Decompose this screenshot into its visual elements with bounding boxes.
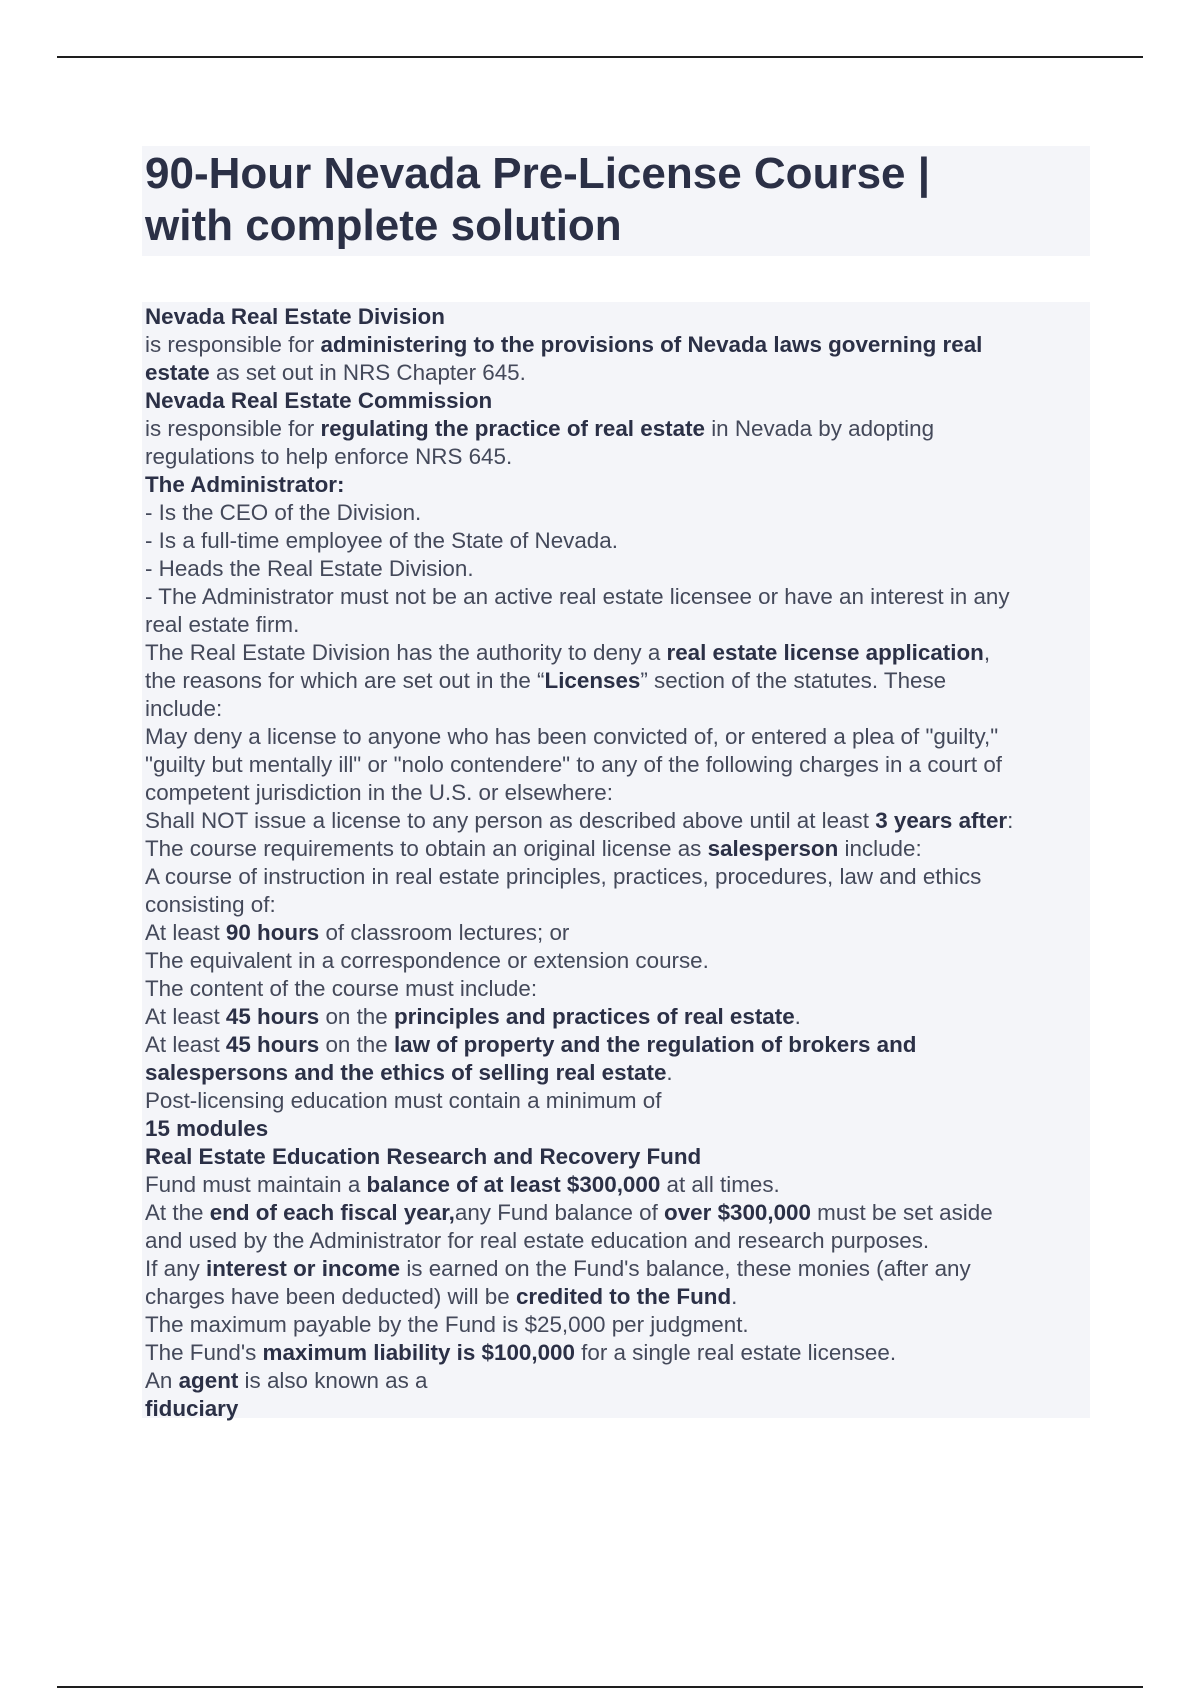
heading-administrator: The Administrator: [145, 472, 345, 497]
fiduciary-term: fiduciary [145, 1396, 239, 1421]
content-block [142, 302, 1090, 1421]
equivalent-line: The equivalent in a correspondence or extension course. [145, 948, 709, 973]
fiscal-year-line-1: At the end of each fiscal year,any Fund balance of over $300,000 must be set aside [145, 1200, 993, 1225]
admin-item-4a: - The Administrator must not be an active real estate licensee or have an interest in any [145, 584, 1010, 609]
hours45-law-line-2: salespersons and the ethics of selling real estate. [145, 1060, 673, 1085]
hours45-principles-line: At least 45 hours on the principles and practices of real estate. [145, 1004, 801, 1029]
course-line: The course requirements to obtain an original license as salesperson include: [145, 836, 922, 861]
heading-fund: Real Estate Education Research and Recovery Fund [145, 1144, 702, 1169]
heading-commission: Nevada Real Estate Commission [145, 388, 493, 413]
content-text [142, 303, 1090, 1423]
convict-line-2: "guilty but mentally ill" or "nolo contendere" to any of the following charges in a court of [145, 752, 1002, 777]
post-licensing-line: Post-licensing education must contain a minimum of [145, 1088, 662, 1113]
interest-line-1: If any interest or income is earned on the Fund's balance, these monies (after any [145, 1256, 971, 1281]
fifteen-modules: 15 modules [145, 1116, 269, 1141]
hours45-law-line-1: At least 45 hours on the law of property and the regulation of brokers and [145, 1032, 917, 1057]
division-line-2: estate as set out in NRS Chapter 645. [145, 360, 526, 385]
instruction-line-2: consisting of: [145, 892, 276, 917]
fund-balance-line: Fund must maintain a balance of at least $300,000 at all times. [145, 1172, 780, 1197]
instruction-line-1: A course of instruction in real estate principles, practices, procedures, law and ethics [145, 864, 982, 889]
deny-line-2: the reasons for which are set out in the “Licenses” section of the statutes. These [145, 668, 947, 693]
shall-line: Shall NOT issue a license to any person as described above until at least 3 years after: [145, 808, 1014, 833]
commission-line-1: is responsible for regulating the practice of real estate in Nevada by adopting [145, 416, 935, 441]
convict-line-1: May deny a license to anyone who has been convicted of, or entered a plea of "guilty," [145, 724, 999, 749]
title-line-1: 90-Hour Nevada Pre-License Course | [145, 149, 931, 198]
deny-line-3: include: [145, 696, 223, 721]
ninety-hours-line: At least 90 hours of classroom lectures; or [145, 920, 570, 945]
admin-item-2: - Is a full-time employee of the State of Nevada. [145, 528, 618, 553]
liability-line: The Fund's maximum liability is $100,000 for a single real estate licensee. [145, 1340, 897, 1365]
document-title [142, 146, 1090, 252]
title-block [142, 146, 1090, 256]
fiscal-year-line-2: and used by the Administrator for real estate education and research purposes. [145, 1228, 930, 1253]
convict-line-3: competent jurisdiction in the U.S. or elsewhere: [145, 780, 613, 805]
bottom-rule [57, 1686, 1143, 1688]
max-payable-line: The maximum payable by the Fund is $25,000 per judgment. [145, 1312, 749, 1337]
top-rule [57, 56, 1143, 58]
heading-division: Nevada Real Estate Division [145, 304, 445, 329]
admin-item-4b: real estate firm. [145, 612, 300, 637]
admin-item-1: - Is the CEO of the Division. [145, 500, 422, 525]
interest-line-2: charges have been deducted) will be credited to the Fund. [145, 1284, 738, 1309]
deny-line-1: The Real Estate Division has the authority to deny a real estate license application, [145, 640, 991, 665]
commission-line-2: regulations to help enforce NRS 645. [145, 444, 513, 469]
agent-line: An agent is also known as a [145, 1368, 428, 1393]
title-line-2: with complete solution [145, 201, 622, 250]
admin-item-3: - Heads the Real Estate Division. [145, 556, 474, 581]
division-line-1: is responsible for administering to the provisions of Nevada laws governing real [145, 332, 983, 357]
content-must-line: The content of the course must include: [145, 976, 538, 1001]
